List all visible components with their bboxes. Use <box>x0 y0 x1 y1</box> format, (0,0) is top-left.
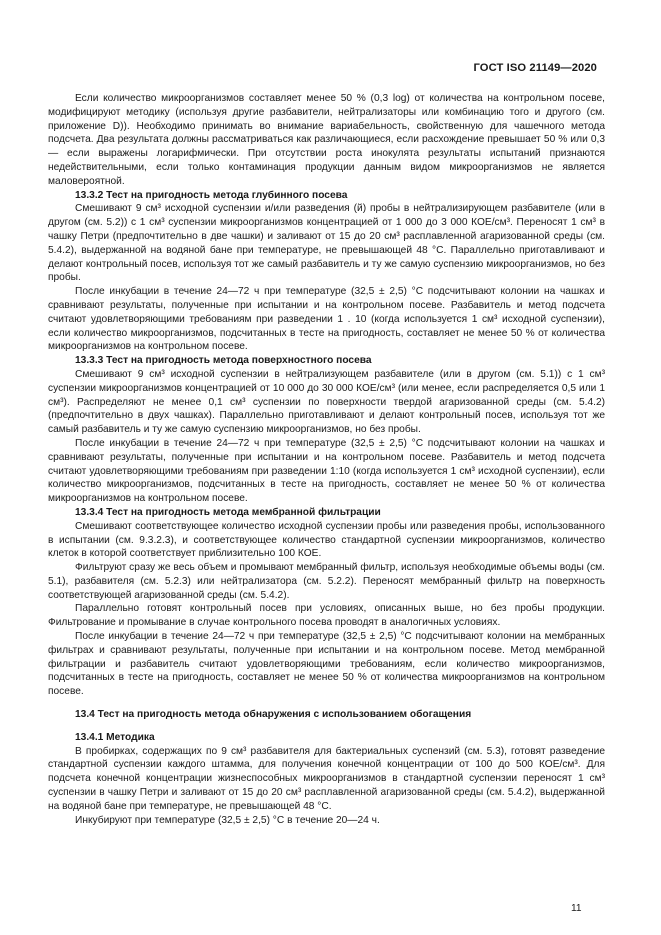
paragraph: В пробирках, содержащих по 9 см³ разбавителя для бактериальных суспензий (см. 5.3), готовят разведение стандартной суспензии каждого штамма, для получения конечной концентрации от 100 до 500 КОЕ/см³. Для подсчета конечной концентрации жизнеспособных микроорганизмов в стандартной суспензии переносят 1 см³ суспензии в чашку Петри и заливают от 15 до 20 см³ расплавленной агаризованной среды (см. 5.4.2), выдержанной на водяной бане при температуре, не превышающей 48 °С. <box>48 745 605 812</box>
section-heading-13-3-3: 13.3.3 Тест на пригодность метода поверхностного посева <box>75 355 372 367</box>
section-heading-13-3-2: 13.3.2 Тест на пригодность метода глубинного посева <box>75 189 348 201</box>
paragraph: Смешивают соответствующее количество исходной суспензии пробы или разведения пробы, использованного в испытании (см. 9.3.2.3), и соответствующее количество стандартной суспензии микроорганизмов, количество клеток в которой соответствует приблизительно 100 КОЕ. <box>48 520 605 560</box>
section-heading-13-4-1: 13.4.1 Методика <box>75 731 155 743</box>
section-heading-13-3-4: 13.3.4 Тест на пригодность метода мембранной фильтрации <box>75 506 381 518</box>
paragraph: После инкубации в течение 24—72 ч при температуре (32,5 ± 2,5) °С подсчитывают колонии на мембранных фильтрах и сравнивают результаты, полученные при испытании и на контрольном посеве. Метод мембранной фильтрации и разбавитель считают удовлетворяющими требованиям, если количество микроорганизмов, подсчитанных в тесте на пригодность, составляет не менее 50 % от количества микроорганизмов на контрольном посеве. <box>48 631 605 698</box>
paragraph: После инкубации в течение 24—72 ч при температуре (32,5 ± 2,5) °С подсчитывают колонии на чашках и сравнивают результаты, полученные при испытании и на контрольном посеве. Разбавитель и метод подсчета считают удовлетворяющими требованиям при разведении 1 . 10 (когда используется 1 см³ исходной суспензии), если количество микроорганизмов, подсчитанных в тесте на пригодность, составляет не менее 50 % от количества микроорганизмов на контрольном посеве. <box>48 286 605 353</box>
paragraph: Параллельно готовят контрольный посев при условиях, описанных выше, но без пробы продукции. Фильтрование и промывание в случае контрольного посева проводят в аналогичных условиях. <box>48 603 605 629</box>
standard-header: ГОСТ ISO 21149—2020 <box>473 62 597 74</box>
page-number: 11 <box>571 903 582 914</box>
paragraph: Смешивают 9 см³ исходной суспензии в нейтрализующем разбавителе (или в другом (см. 5.1)) с 1 см³ суспензии микроорганизмов концентрацией от 10 000 до 30 000 КОЕ/см³ (или менее, если распределяется 0,5 или 1 см³). Распределяют не менее 0,1 см³ суспензии по поверхности твердой агаризованной среды (см. 5.4.2) (предпочтительно в двух чашках). Параллельно приготавливают и делают контрольный посев, используя тот же самый разбавитель и ту же самую суспензию микроорганизмов, но без пробы. <box>48 368 605 436</box>
document-body <box>48 92 605 827</box>
paragraph: Если количество микроорганизмов составляет менее 50 % (0,3 log) от количества на контрольном посеве, модифицируют методику (используя другие разбавители, нейтрализаторы или комбинацию того и другого (см. приложение D)). Необходимо принимать во внимание вариабельность, свойственную для чашечного метода подсчета. Два результата должны рассматриваться как различающиеся, если расхождение превышает 50 % или 0,3 — если выражены логарифмически. При отсутствии роста инокулята результаты испытаний признаются недействительными, если только контаминация продукции данным видом микроорганизмов не является маловероятной. <box>48 93 605 187</box>
section-heading-13-4: 13.4 Тест на пригодность метода обнаружения с использованием обогащения <box>75 709 472 721</box>
paragraph: После инкубации в течение 24—72 ч при температуре (32,5 ± 2,5) °С подсчитывают колонии на чашках и сравнивают результаты, полученные при испытании и на контрольном посеве. Разбавитель и метод подсчета считают удовлетворяющими требованиям при разведении 1:10 (когда используется 1 см³ исходной суспензии), если количество микроорганизмов, подсчитанных в тесте на пригодность, составляет не менее 50 % от количества микроорганизмов на контрольном посеве. <box>48 437 605 505</box>
paragraph: Инкубируют при температуре (32,5 ± 2,5) °С в течение 20—24 ч. <box>75 814 380 826</box>
paragraph: Смешивают 9 см³ исходной суспензии и/или разведения (й) пробы в нейтрализирующем разбавителе (или в другом (см. 5.2)) с 1 см³ суспензии микроорганизмов концентрацией от 1 000 до 3 000 КОЕ/см³. Переносят 1 см³ в чашку Петри (предпочтительно в две чашки) и заливают от 15 до 20 см³ расплавленной агаризованной среды (см. 5.4.2), выдержанной на водяной бане при температуре, не превышающей 48 °С. Параллельно приготавливают и делают контрольный посев, используя тот же самый разбавитель и ту же самую суспензию микроорганизмов, но без пробы. <box>48 203 605 284</box>
paragraph: Фильтруют сразу же весь объем и промывают мембранный фильтр, используя необходимые объемы воды (см. 5.1), разбавителя (см. 5.2.3) или нейтрализатора (см. 5.2.2). Переносят мембранный фильтр на поверхность соответствующей агаризованной среды (см. 5.4.2). <box>48 562 605 601</box>
